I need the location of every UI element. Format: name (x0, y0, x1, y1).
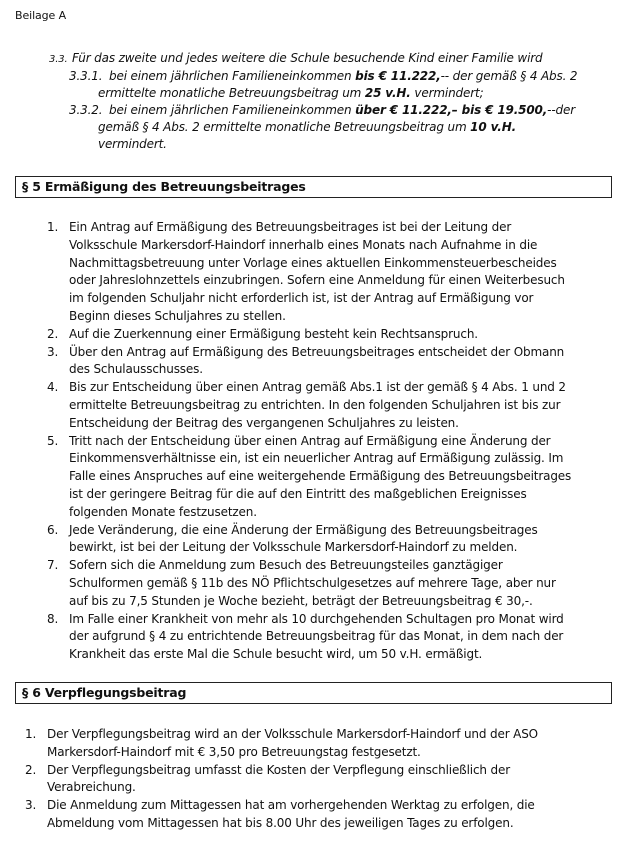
list-text-line: Tritt nach der Entscheidung über einen Antrag auf Ermäßigung eine Änderung der (69, 433, 551, 448)
list-text-line: Im Falle einer Krankheit von mehr als 10 durchgehenden Schultagen pro Monat wird (69, 611, 564, 626)
clause-text: --der (547, 103, 576, 117)
list-text-line: Markersdorf-Haindorf mit € 3,50 pro Betreuungstag festgesetzt. (47, 744, 421, 759)
section-5-list (0, 219, 620, 664)
clause-3-3-2-continuation (0, 136, 620, 153)
list-text-line: ist der geringere Beitrag für die auf den Eintritt des maßgeblichen Ereignisses (69, 486, 527, 501)
list-text-line: Beginn dieses Schuljahres zu stellen. (69, 308, 286, 323)
list-number: 1. (47, 220, 59, 234)
list-text-line: Volksschule Markersdorf-Haindorf innerhalb eines Monats nach Aufnahme in die (69, 237, 538, 252)
list-item (0, 762, 592, 798)
list-item (0, 797, 592, 833)
list-text-line: Jede Veränderung, die eine Änderung der Ermäßigung des Betreuungsbeitrages (69, 522, 538, 537)
clause-text: bei einem jährlichen Familieneinkommen (109, 69, 356, 83)
list-number: 2. (47, 326, 59, 341)
list-number: 2. (25, 762, 37, 777)
clause-bold-percent: 10 v.H. (470, 120, 517, 134)
section-6-heading: § 6 Verpflegungsbeitrag (15, 682, 612, 704)
clause-number: 3.3.1. (69, 69, 103, 83)
clause-text: bei einem jährlichen Familieneinkommen (109, 103, 356, 117)
clause-text: Für das zweite und jedes weitere die Schule besuchende Kind einer Familie wird (72, 51, 543, 65)
list-text-line: Schulformen gemäß § 11b des NÖ Pflichtschulgesetzes auf mehrere Tage, aber nur (69, 575, 556, 590)
list-text-line: Bis zur Entscheidung über einen Antrag gemäß Abs.1 ist der gemäß § 4 Abs. 1 und 2 (69, 380, 566, 395)
list-text-line: Krankheit das erste Mal die Schule besucht wird, um 50 v.H. ermäßigt. (69, 647, 483, 662)
list-item (0, 611, 589, 664)
list-text-line: des Schulausschusses. (69, 362, 203, 377)
list-text-line: Der Verpflegungsbeitrag umfasst die Kosten der Verpflegung einschließlich der (47, 762, 511, 777)
list-text-line: bewirkt, ist bei der Leitung der Volksschule Markersdorf-Haindorf zu melden. (69, 540, 518, 555)
list-number: 3. (25, 798, 37, 813)
list-text-line: auf bis zu 7,5 Stunden je Woche bezieht, beträgt der Betreuungsbeitrag € 30,-. (69, 593, 533, 608)
list-text-line: Über den Antrag auf Ermäßigung des Betreuungsbeitrages entscheidet der Obmann (69, 344, 565, 359)
list-number: 7. (47, 558, 59, 573)
list-text-line: ermittelte Betreuungsbeitrag zu entrichten. In den folgenden Schuljahren ist bis zur (69, 397, 561, 412)
clause-bold-percent: 25 v.H. (364, 86, 411, 100)
list-text-line: im folgenden Schuljahr nicht erforderlich ist, ist der Antrag auf Ermäßigung vor (69, 291, 534, 306)
list-text-line: folgenden Monate festzusetzen. (69, 504, 257, 519)
clause-number: 3.3. (49, 54, 68, 65)
list-text-line: Entscheidung der Beitrag des vergangenen Schuljahres zu leisten. (69, 415, 459, 430)
clause-3-3-2 (0, 102, 620, 119)
list-text-line: Falle eines Anspruches auf eine weitergehende Ermäßigung des Betreuungsbeitrages (69, 469, 572, 484)
clause-number: 3.3.2. (69, 103, 103, 117)
list-item (0, 219, 589, 326)
list-item (0, 557, 589, 610)
list-text-line: Der Verpflegungsbeitrag wird an der Volksschule Markersdorf-Haindorf und der ASO (47, 727, 538, 741)
section-5-heading: § 5 Ermäßigung des Betreuungsbeitrages (15, 176, 612, 198)
list-text-line: Verabreichung. (47, 780, 136, 795)
list-text-line: Ein Antrag auf Ermäßigung des Betreuungsbeitrages ist bei der Leitung der (69, 220, 512, 234)
list-item (0, 326, 589, 344)
list-item (0, 522, 589, 558)
list-item (0, 344, 589, 380)
clause-3-3-1-continuation (0, 85, 620, 102)
clause-text: vermindert; (410, 86, 484, 100)
list-number: 8. (47, 611, 59, 626)
list-item (0, 433, 589, 522)
clause-3-3 (0, 50, 620, 68)
clause-text: -- der gemäß § 4 Abs. 2 (440, 69, 578, 83)
clause-bold-amount: bis € 11.222, (355, 69, 441, 83)
clause-3-3-1 (0, 68, 620, 85)
list-text-line: Abmeldung vom Mittagessen hat bis 8.00 Uhr des jeweiligen Tages zu erfolgen. (47, 815, 514, 830)
list-text-line: Die Anmeldung zum Mittagessen hat am vorhergehenden Werktag zu erfolgen, die (47, 798, 535, 813)
list-text-line: Auf die Zuerkennung einer Ermäßigung besteht kein Rechtsanspruch. (69, 326, 478, 341)
clause-3-3-2-continuation (0, 119, 620, 136)
list-number: 3. (47, 344, 59, 359)
list-text-line: Sofern sich die Anmeldung zum Besuch des Betreuungsteiles ganztägiger (69, 558, 503, 573)
list-item (0, 379, 589, 432)
clause-bold-amount: über € 11.222,– bis € 19.500, (355, 103, 548, 117)
section-6-list (0, 726, 620, 833)
clause-text: gemäß § 4 Abs. 2 ermittelte monatliche Betreuungsbeitrag um (98, 120, 471, 134)
section-3-3 (0, 50, 620, 153)
list-text-line: der aufgrund § 4 zu entrichtende Betreuungsbeitrag für das Monat, in dem nach der (69, 629, 564, 644)
list-text-line: Nachmittagsbetreuung unter Vorlage eines aktuellen Einkommensteuerbescheides (69, 255, 557, 270)
clause-text: ermittelte monatliche Betreuungsbeitrag um (98, 86, 365, 100)
list-number: 1. (25, 727, 37, 741)
list-text-line: Einkommensverhältnisse ein, ist ein neuerlicher Antrag auf Ermäßigung zulässig. Im (69, 451, 564, 466)
page-header-label: Beilage A (15, 9, 67, 22)
clause-text: vermindert. (98, 137, 167, 151)
list-text-line: oder Jahreslohnzettels einzubringen. Sofern eine Anmeldung für einen Weiterbesuch (69, 273, 565, 288)
list-number: 4. (47, 380, 59, 395)
list-number: 6. (47, 522, 59, 537)
list-number: 5. (47, 433, 59, 448)
list-item (0, 726, 592, 762)
